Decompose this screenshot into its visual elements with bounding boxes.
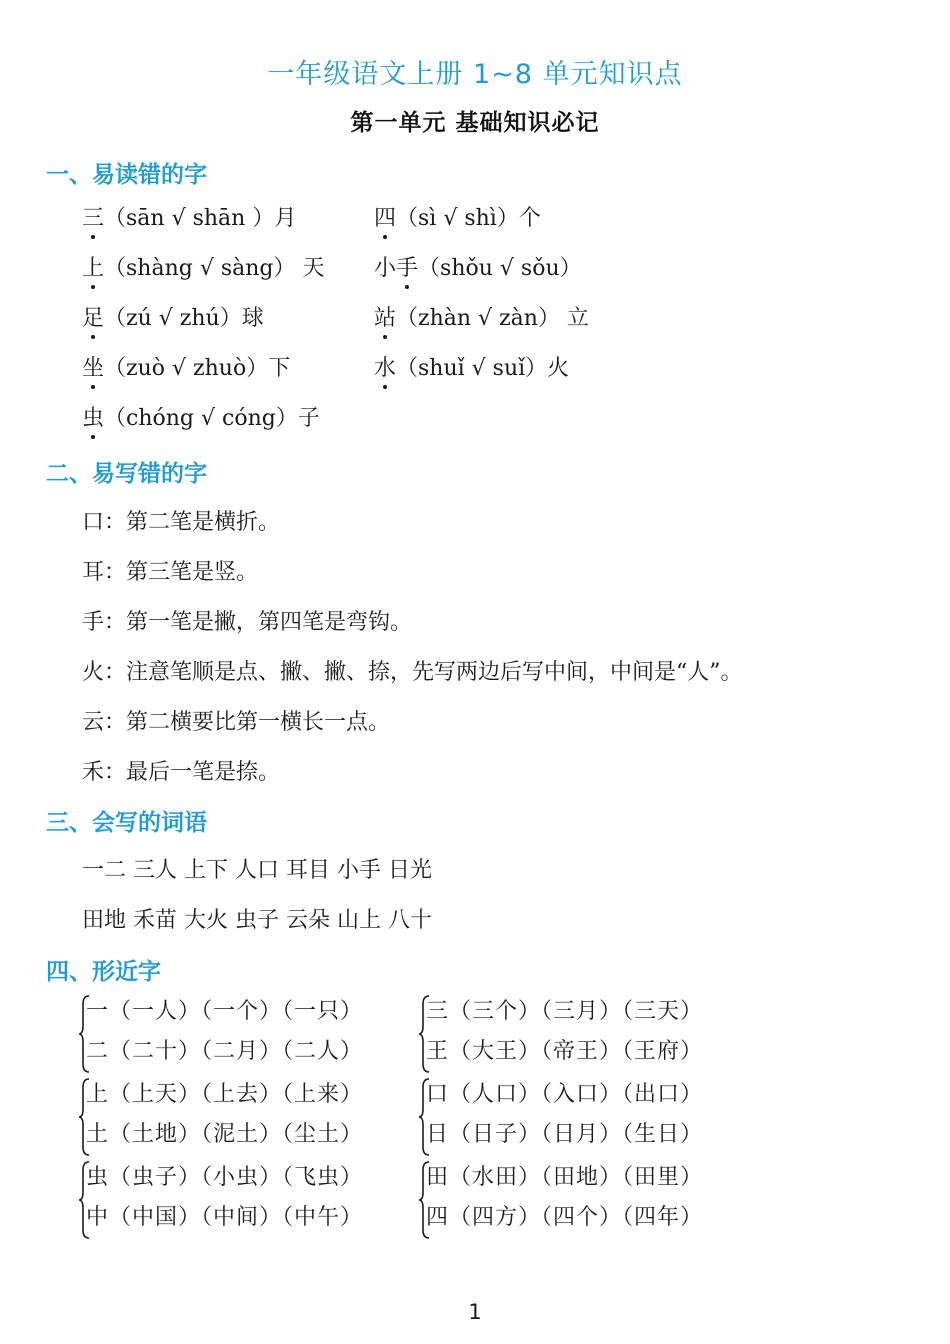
pinyin-item: 三（sān √ shān ）月 — [82, 201, 296, 232]
stroke-note: 火：注意笔顺是点、撇、撇、捺，先写两边后写中间，中间是“人”。 — [82, 660, 743, 685]
pinyin-item: 坐（zuò √ zhuò）下 — [82, 351, 290, 382]
word-list-line: 田地 禾苗 大火 虫子 云朵 山上 八十 — [82, 908, 432, 933]
stroke-note: 手：第一笔是撇，第四笔是弯钩。 — [82, 610, 413, 635]
similar-char-group: 上（上天）（上去）（上来） 土（土地）（泥土）（尘土） — [78, 1077, 418, 1161]
pinyin-item: 水（shuǐ √ suǐ）火 — [374, 351, 569, 382]
section-heading-words: 三、会写的词语 — [46, 810, 207, 836]
stroke-note: 禾：最后一笔是捺。 — [82, 760, 281, 785]
unit-title: 第一单元 基础知识必记 — [350, 110, 600, 136]
pinyin-item: 上（shàng √ sàng） 天 — [82, 251, 325, 282]
similar-char-group: 虫（虫子）（小虫）（飞虫） 中（中国）（中间）（中午） — [78, 1160, 418, 1244]
word-list-line: 一二 三人 上下 人口 耳目 小手 日光 — [82, 858, 432, 883]
similar-char-group: 三（三个）（三月）（三天） 王（大王）（帝王）（王府） — [418, 994, 758, 1078]
section-heading-miswritten: 二、易写错的字 — [46, 461, 207, 487]
stroke-note: 云：第二横要比第一横长一点。 — [82, 710, 391, 735]
section-heading-similar-chars: 四、形近字 — [46, 959, 161, 985]
document-title: 一年级语文上册 1~8 单元知识点 — [267, 59, 683, 90]
similar-char-group: 一（一人）（一个）（一只） 二（二十）（二月）（二人） — [78, 994, 418, 1078]
pinyin-item: 小手（shǒu √ sǒu） — [374, 251, 582, 282]
pinyin-item: 四（sì √ shì）个 — [374, 201, 541, 232]
page-number: 1 — [468, 1300, 482, 1324]
similar-char-group: 田（水田）（田地）（田里） 四（四方）（四个）（四年） — [418, 1160, 758, 1244]
pinyin-item: 足（zú √ zhú）球 — [82, 301, 264, 332]
section-heading-misread: 一、易读错的字 — [46, 162, 207, 188]
stroke-note: 口：第二笔是横折。 — [82, 510, 281, 535]
similar-char-group: 口（人口）（入口）（出口） 日（日子）（日月）（生日） — [418, 1077, 758, 1161]
pinyin-item: 虫（chóng √ cóng）子 — [82, 401, 320, 432]
stroke-note: 耳：第三笔是竖。 — [82, 560, 259, 585]
pinyin-item: 站（zhàn √ zàn） 立 — [374, 301, 589, 332]
